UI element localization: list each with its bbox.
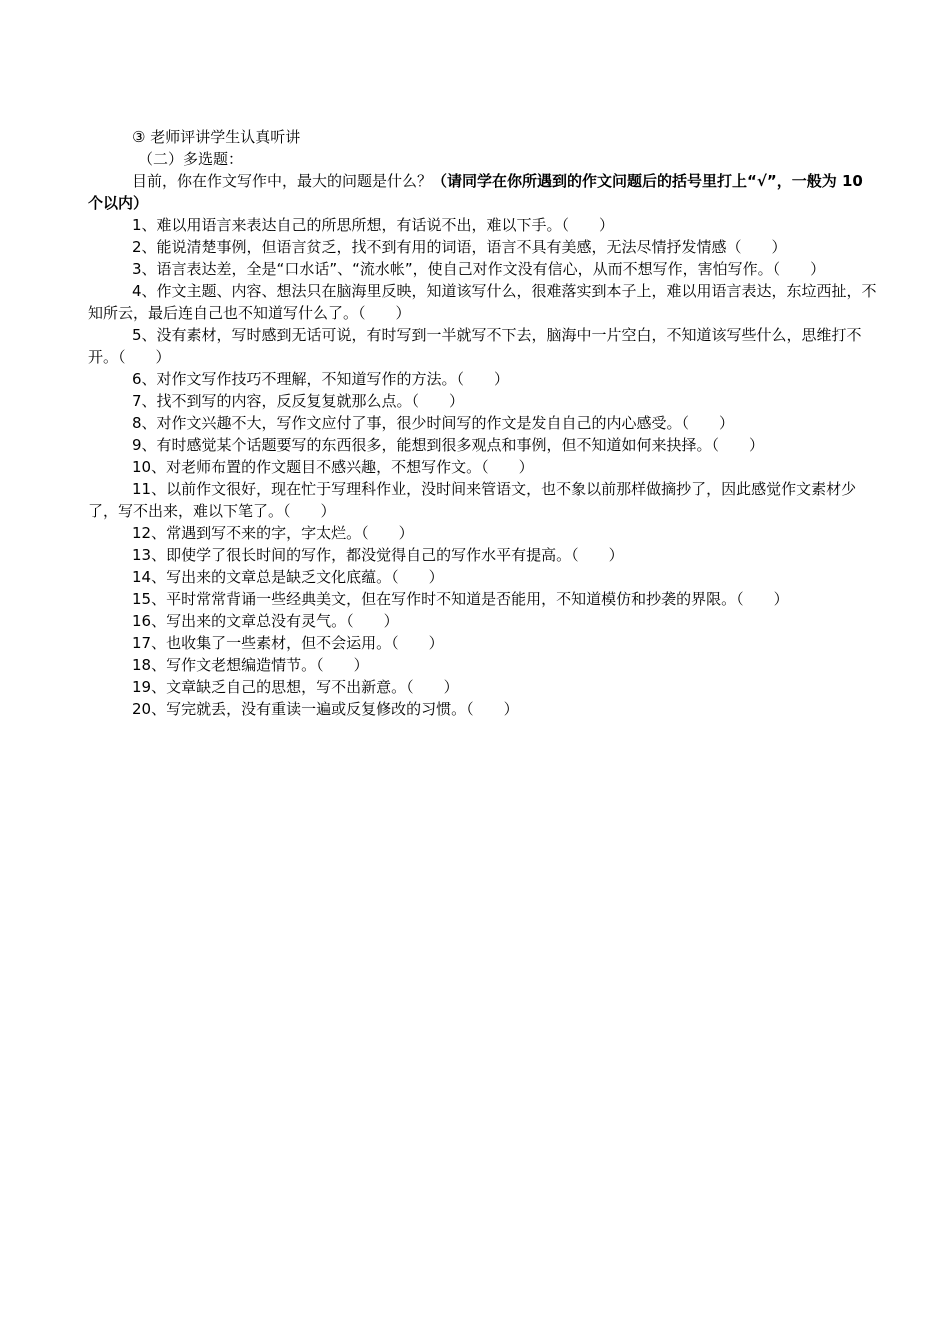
list-item: 20、写完就丢，没有重读一遍或反复修改的习惯。（ ） bbox=[132, 700, 519, 718]
list-item: 19、文章缺乏自己的思想，写不出新意。（ ） bbox=[132, 678, 459, 696]
list-item: 8、对作文兴趣不大，写作文应付了事，很少时间写的作文是发自自己的内心感受。（ ） bbox=[132, 414, 735, 432]
list-item: 9、有时感觉某个话题要写的东西很多，能想到很多观点和事例，但不知道如何来抉择。（ ） bbox=[132, 436, 765, 454]
list-item: 18、写作文老想编造情节。（ ） bbox=[132, 656, 369, 674]
list-item: 11、以前作文很好，现在忙于写理科作业，没时间来管语文，也不象以前那样做摘抄了，因此感觉作文素材少了，写不出来，难以下笔了。（ ） bbox=[88, 480, 857, 520]
list-item: 7、找不到写的内容，反反复复就那么点。（ ） bbox=[132, 392, 465, 410]
list-item: 3、语言表达差，全是“口水话”、“流水帐”，使自己对作文没有信心，从而不想写作，害怕写作。（ ） bbox=[132, 260, 826, 278]
list-item: 16、写出来的文章总没有灵气。（ ） bbox=[132, 612, 399, 630]
intro-item: ③ 老师评讲学生认真听讲 bbox=[132, 128, 301, 146]
list-item: 1、难以用语言来表达自己的所思所想，有话说不出，难以下手。（ ） bbox=[132, 216, 615, 234]
list-item: 14、写出来的文章总是缺乏文化底蕴。（ ） bbox=[132, 568, 444, 586]
list-item: 17、也收集了一些素材，但不会运用。（ ） bbox=[132, 634, 444, 652]
list-item: 4、作文主题、内容、想法只在脑海里反映，知道该写什么，很难落实到本子上，难以用语言表达，东垃西扯，不知所云，最后连自己也不知道写什么了。（ ） bbox=[88, 282, 877, 322]
question-instruction: （请同学在你所遇到的作文问题后的括号里打上“√”，一般为 10 个以内） bbox=[88, 172, 863, 212]
list-item: 6、对作文写作技巧不理解，不知道写作的方法。（ ） bbox=[132, 370, 510, 388]
question-paragraph bbox=[88, 170, 878, 214]
question-text: 目前，你在作文写作中，最大的问题是什么？ bbox=[132, 172, 433, 190]
list-item: 5、没有素材，写时感到无话可说，有时写到一半就写不下去，脑海中一片空白，不知道该写些什么，思维打不开。（ ） bbox=[88, 326, 862, 366]
list-item: 15、平时常常背诵一些经典美文，但在写作时不知道是否能用，不知道模仿和抄袭的界限。（ ） bbox=[132, 590, 789, 608]
list-item: 2、能说清楚事例，但语言贫乏，找不到有用的词语，语言不具有美感，无法尽情抒发情感（ ） bbox=[132, 238, 787, 256]
section-title: （二）多选题： bbox=[138, 150, 244, 168]
document-page bbox=[88, 126, 878, 720]
list-item: 10、对老师布置的作文题目不感兴趣，不想写作文。（ ） bbox=[132, 458, 534, 476]
list-item: 12、常遇到写不来的字，字太烂。（ ） bbox=[132, 524, 414, 542]
list-item: 13、即使学了很长时间的写作，都没觉得自己的写作水平有提高。（ ） bbox=[132, 546, 624, 564]
